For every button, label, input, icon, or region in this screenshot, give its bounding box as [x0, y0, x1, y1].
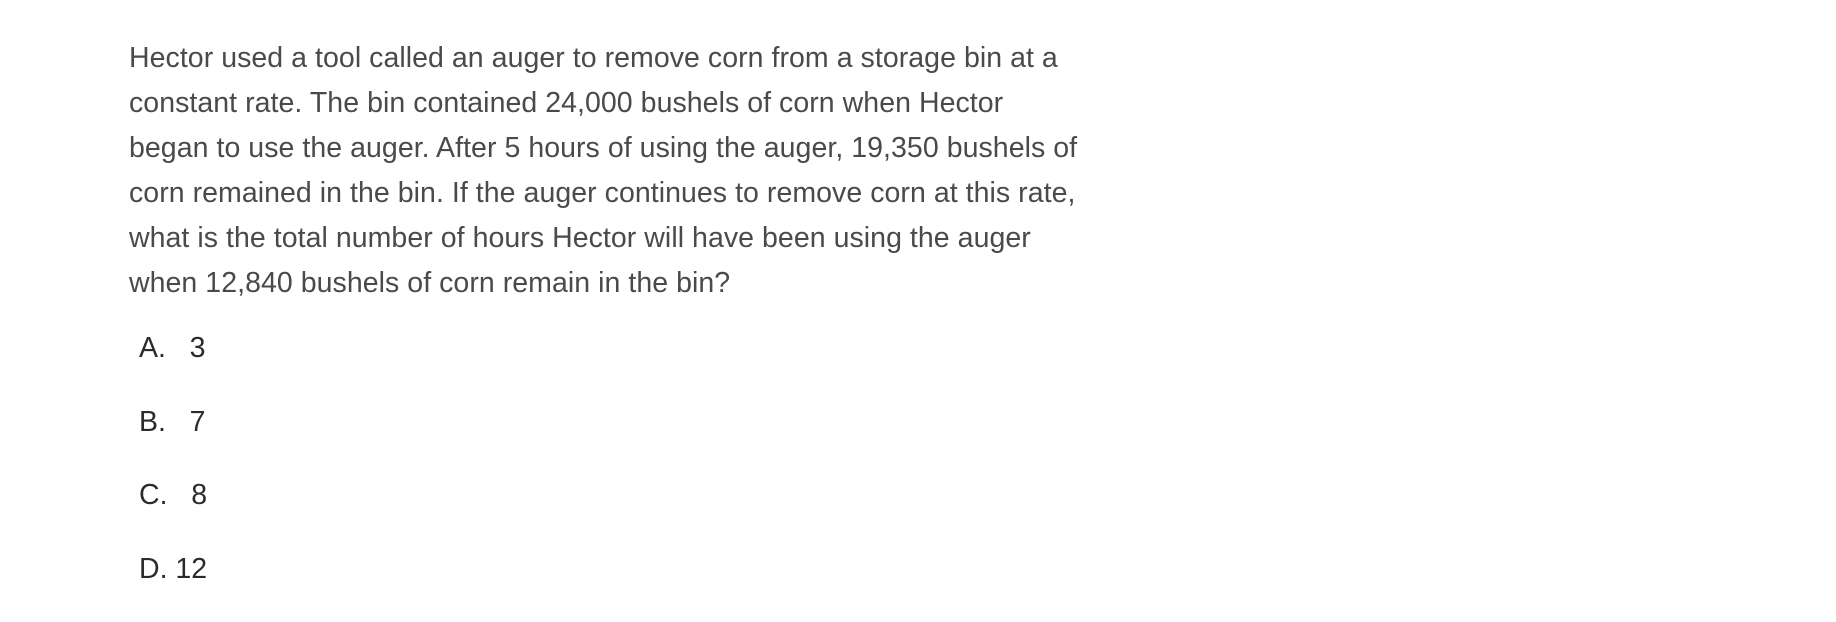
choice-a[interactable]: A. 3 [139, 328, 207, 402]
question-line: constant rate. The bin contained 24,000 bushels of corn when Hector [129, 81, 1189, 126]
choice-b[interactable]: B. 7 [139, 402, 207, 476]
question-line: corn remained in the bin. If the auger continues to remove corn at this rate, [129, 171, 1189, 216]
question-text [129, 36, 1189, 306]
question-line: when 12,840 bushels of corn remain in the bin? [129, 261, 1189, 306]
question-line: Hector used a tool called an auger to remove corn from a storage bin at a [129, 36, 1189, 81]
question-line: what is the total number of hours Hector will have been using the auger [129, 216, 1189, 261]
choice-d[interactable]: D. 12 [139, 549, 207, 622]
question-line: began to use the auger. After 5 hours of using the auger, 19,350 bushels of [129, 126, 1189, 171]
choice-c[interactable]: C. 8 [139, 475, 207, 549]
answer-choices [139, 328, 207, 622]
